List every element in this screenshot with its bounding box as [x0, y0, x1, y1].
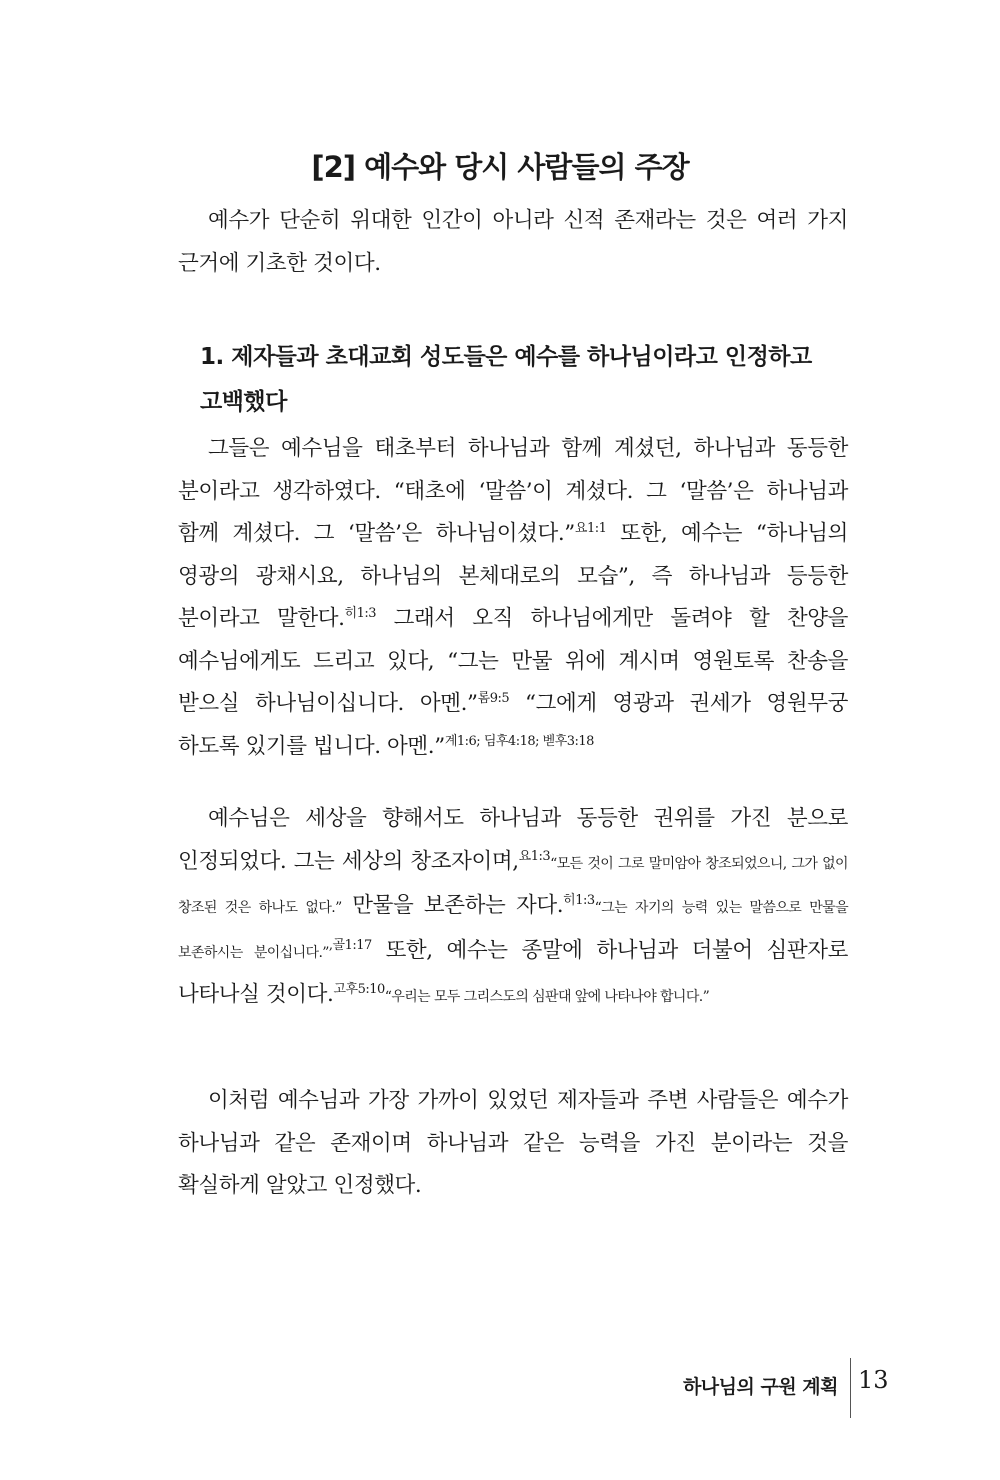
footer-divider [850, 1358, 851, 1418]
scripture-ref-colossians-1-17: ,골1:17 [328, 937, 372, 953]
paragraph-2-text-1: 예수님은 세상을 향해서도 하나님과 동등한 권위를 가진 분으로 인정되었다. 그는 세상의 창조자이며, [178, 806, 848, 874]
section-title: [2] 예수와 당시 사람들의 주장 [311, 150, 689, 184]
paragraph-2-text-3: 또한, 예수는 종말에 하나님과 더불어 심판자로 나타나실 것이다. [178, 937, 849, 1007]
scripture-ref-hebrews-1-3: 히1:3 [344, 606, 377, 621]
scripture-ref-john-1-1: 요1:1 [574, 521, 607, 536]
page-number: 13 [858, 1366, 889, 1394]
intro-paragraph: 예수가 단순히 위대한 인간이 아니라 신적 존재라는 것은 여러 가지 근거에 기초한 것이다. [178, 208, 848, 276]
scripture-ref-2corinthians-5-10: 고후5:10 [333, 982, 385, 997]
scripture-ref-john-1-3: 요1:3 [518, 848, 551, 864]
quote-john-1-3: “모든 것이 그로 말미암아 창조되었으니, 그가 없이 창조된 것은 하나도 없다.” [178, 855, 848, 916]
scripture-ref-hebrews-1-3b: 히1:3 [563, 893, 595, 908]
quote-2corinthians-5-10: “우리는 모두 그리스도의 심판대 앞에 나타나야 합니다.” [384, 989, 710, 1005]
paragraph-1-text-4: “그에게 영광과 권세가 영원무궁 하도록 있기를 빕니다. 아멘.” [178, 691, 848, 759]
paragraph-1-text-2: 또한, 예수는 “하나님의 영광의 광채시요, 하나님의 본체대로의 모습”, 즉 하나님과 등등한 분이라고 말한다. [178, 521, 848, 631]
scripture-ref-revelation-1-6: 계1:6; 딤후4:18; 벧후3:18 [444, 733, 594, 749]
subheading: 1. 제자들과 초대교회 성도들은 예수를 하나님이라고 인정하고 고백했다 [200, 344, 812, 415]
scripture-ref-romans-9-5: 롬9:5 [477, 691, 510, 706]
paragraph-1-text-1: 그들은 예수님을 태초부터 하나님과 함께 계셨던, 하나님과 동등한 분이라고 생각하였다. “태초에 ‘말씀’이 계셨다. 그 ‘말씀’은 하나님과 함께 계셨다. 그 ‘말씀’은 하나님이셨다.” [178, 436, 848, 546]
paragraph-2-text-2: 만물을 보존하는 자다. [341, 893, 564, 918]
paragraph-1 [178, 428, 848, 768]
paragraph-2 [178, 798, 848, 1019]
quote-hebrews-1-3: “그는 자기의 능력 있는 말씀으로 만물을 보존하시는 분이십니다.” [178, 900, 849, 961]
paragraph-1-text-3: 그래서 오직 하나님에게만 돌려야 할 찬양을 예수님에게도 드리고 있다, “그는 만물 위에 계시며 영원토록 찬송을 받으실 하나님이십니다. 아멘.” [178, 606, 849, 716]
paragraph-3: 이처럼 예수님과 가장 가까이 있었던 제자들과 주변 사람들은 예수가 하나님과 같은 존재이며 하나님과 같은 능력을 가진 분이라는 것을 확실하게 알았고 인정했다. [178, 1088, 848, 1198]
running-footer-title: 하나님의 구원 계획 [682, 1376, 838, 1398]
